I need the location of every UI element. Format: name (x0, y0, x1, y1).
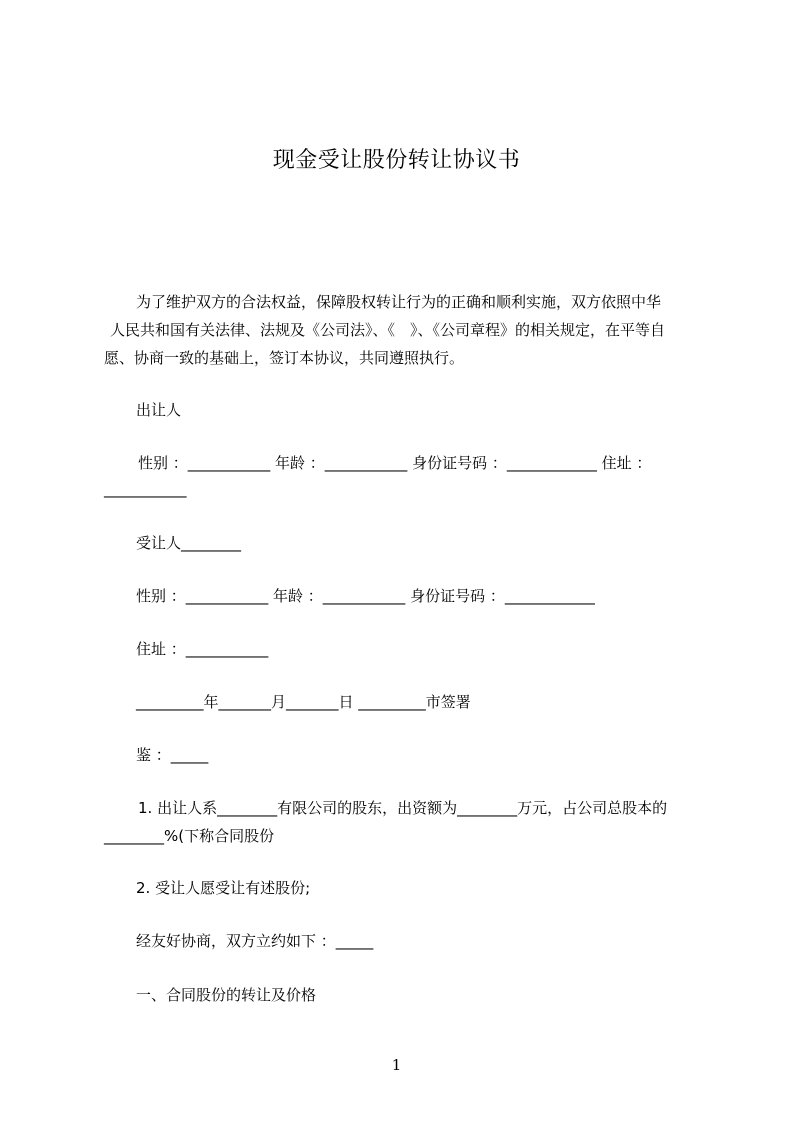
transferor-info-line: 性别 ：___________ 年龄 ：___________ 身份证号码 ：____________ 住址 ： (138, 454, 652, 472)
signing-date-line: _________年_______月_______日 _________市签署 (136, 693, 471, 711)
intro-line-3: 愿、协商一致的基础上，签订本协议，共同遵照执行。 (104, 349, 465, 367)
clause-1-line-2: ________%(下称合同股份 (104, 827, 275, 845)
agreement-line: 经友好协商，双方立约如下 ：_____ (136, 932, 374, 950)
transferor-address-blank: ___________ (104, 480, 187, 498)
witness-line: 鉴 ：_____ (136, 746, 209, 764)
page-number: 1 (391, 1056, 402, 1074)
transferee-label: 受让人________ (136, 534, 242, 552)
transferee-info-line: 性别 ：___________ 年龄 ：___________ 身份证号码 ：____________ (136, 587, 595, 605)
transferor-label: 出让人 (136, 401, 182, 419)
document-title: 现金受让股份转让协议书 (272, 148, 521, 173)
section-1-heading: 一、合同股份的转让及价格 (136, 986, 317, 1004)
transferee-address-line: 住址 ：___________ (136, 640, 269, 658)
clause-2: 2. 受让人愿受让有述股份; (136, 879, 311, 897)
intro-line-2: 人民共和国有关法律、法规及《公司法》、《 》、《公司章程》的相关规定，在平等自 (110, 321, 666, 339)
intro-line-1: 为了维护双方的合法权益，保障股权转让行为的正确和顺利实施，双方依照中华 (136, 293, 662, 311)
clause-1-line-1: 1. 出让人系________有限公司的股东，出资额为________万元，占公司总股本的 (138, 799, 668, 817)
